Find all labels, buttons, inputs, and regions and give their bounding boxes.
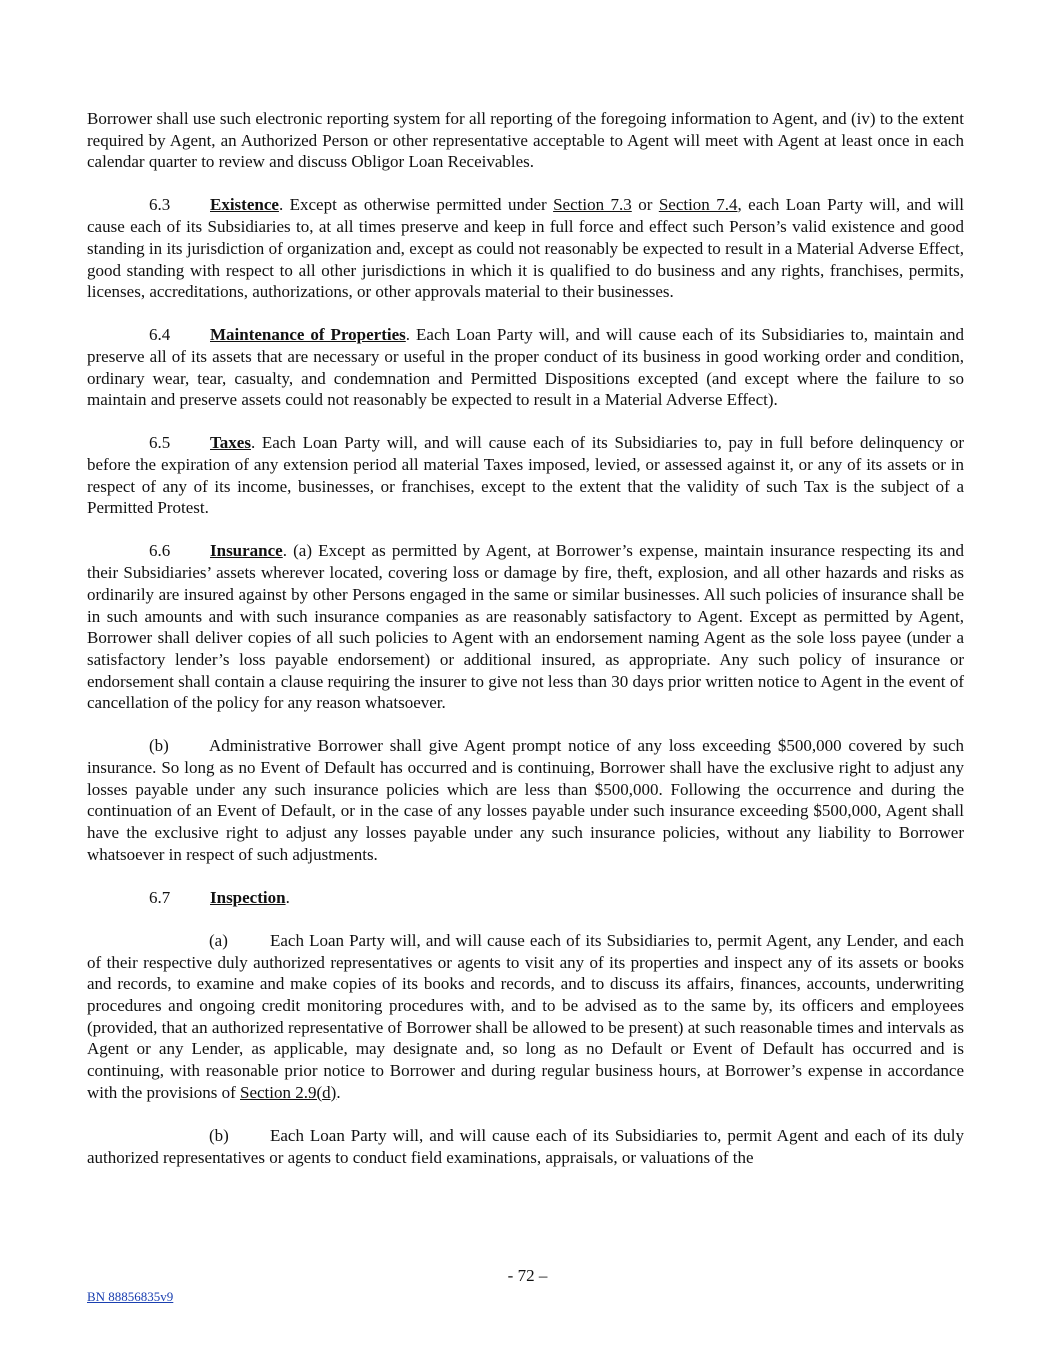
section-6-7: 6.7 Inspection. [149, 887, 290, 907]
section-number: 6.4 [149, 325, 171, 345]
section-reference: Section 7.4 [658, 195, 738, 215]
intro-paragraph: Borrower shall use such electronic reporting system for all reporting of the foregoing information to Agent, and (iv) to the extent required by Agent, an Authorized Person or other representative acceptable to Agent will meet with Agent at least once in each calendar quarter to review and discuss Obligor Loan Receivables. [87, 109, 964, 172]
section-number: 6.3 [149, 195, 171, 215]
section-heading: Taxes [210, 433, 251, 453]
section-6-6: 6.6 Insurance. (a) Except as permitted by Agent, at Borrower’s expense, maintain insurance respecting its and their Subsidiaries’ assets wherever located, covering loss or damage by fire, theft, explosion, and all other hazards and risks as ordinarily are insured against by other Persons engaged in the same or similar businesses. All such policies of insurance shall be in such amounts and with such insurance companies as are reasonably satisfactory to Agent. Except as permitted by Agent, Borrower shall deliver copies of all such policies to Agent with an endorsement naming Agent as the sole loss payee (under a satisfactory lender’s loss payable endorsement) or additional insured, as appropriate. Any such policy of insurance or endorsement shall contain a clause requiring the insurer to give not less than 30 days prior written notice to Agent in the event of cancellation of the policy for any reason whatsoever. [87, 541, 964, 713]
page-number: - 72 – [507, 1266, 548, 1285]
subsection-label: (a) [209, 930, 228, 950]
subsection-label: (b) [149, 736, 169, 756]
section-heading: Maintenance of Properties [210, 325, 406, 345]
section-6-7-a: (a) Each Loan Party will, and will cause each of its Subsidiaries to, permit Agent, any Lender, and each of their respective duly authorized representatives or agents to visit any of its properties and inspect any of its assets or books and records, to examine and make copies of its books and records, and to discuss its affairs, finances, accounts, underwriting procedures and ongoing credit monitoring procedures with, and to be advised as to the same by, its officers and employees (provided, that an authorized representative of Borrower shall be allowed to be present) at such reasonable times and intervals as Agent or any Lender, as applicable, may designate and, so long as no Default or Event of Default has occurred and is continuing, with reasonable prior notice to Borrower and during regular business hours, at Borrower’s expense in accordance with the provisions of Section 2.9(d). [87, 930, 964, 1102]
subsection-label: (b) [209, 1125, 229, 1145]
section-6-7-b: (b) Each Loan Party will, and will cause each of its Subsidiaries to, permit Agent and each of its duly authorized representatives or agents to conduct field examinations, appraisals, or valuations of the [87, 1125, 964, 1167]
section-heading: Existence [210, 195, 279, 215]
section-heading: Insurance [210, 541, 283, 561]
section-number: 6.5 [149, 433, 171, 453]
section-6-3: 6.3 Existence. Except as otherwise permitted under Section 7.3 or Section 7.4, each Loan Party will, and will cause each of its Subsidiaries to, at all times preserve and keep in full force and effect such Person’s valid existence and good standing in its jurisdiction of organization and, except as could not reasonably be expected to result in a Material Adverse Effect, good standing with respect to all other jurisdictions in which it is qualified to do business and any rights, franchises, permits, licenses, accreditations, authorizations, or other approvals material to their businesses. [87, 195, 964, 302]
section-reference: Section 7.3 [553, 195, 632, 215]
section-number: 6.6 [149, 541, 171, 561]
document-body [87, 108, 964, 1190]
section-6-5: 6.5 Taxes. Each Loan Party will, and will cause each of its Subsidiaries to, pay in full before delinquency or before the expiration of any extension period all material Taxes imposed, levied, or assessed against it, or any of its assets or in respect of any of its income, businesses, or franchises, except to the extent that the validity of such Tax is the subject of a Permitted Protest. [87, 433, 964, 518]
document-id-link[interactable]: BN 88856835v9 [87, 1289, 174, 1304]
section-6-6-b: (b) Administrative Borrower shall give Agent prompt notice of any loss exceeding $500,000 covered by such insurance. So long as no Event of Default has occurred and is continuing, Borrower shall have the exclusive right to adjust any losses payable under any such insurance policies which are less than $500,000. Following the occurrence and during the continuation of an Event of Default, or in the case of any losses payable under such insurance exceeding $500,000, Agent shall have the exclusive right to adjust any losses payable under any such insurance policies, without any liability to Borrower whatsoever in respect of such adjustments. [87, 736, 964, 864]
section-number: 6.7 [149, 887, 171, 907]
section-6-4: 6.4 Maintenance of Properties. Each Loan Party will, and will cause each of its Subsidiaries to, maintain and preserve all of its assets that are necessary or useful in the proper conduct of its business in good working order and condition, ordinary wear, tear, casualty, and condemnation and Permitted Dispositions excepted (and except where the failure to so maintain and preserve assets could not reasonably be expected to result in a Material Adverse Effect). [87, 325, 964, 410]
section-heading: Inspection [210, 887, 286, 907]
section-reference: Section 2.9(d) [240, 1082, 337, 1102]
